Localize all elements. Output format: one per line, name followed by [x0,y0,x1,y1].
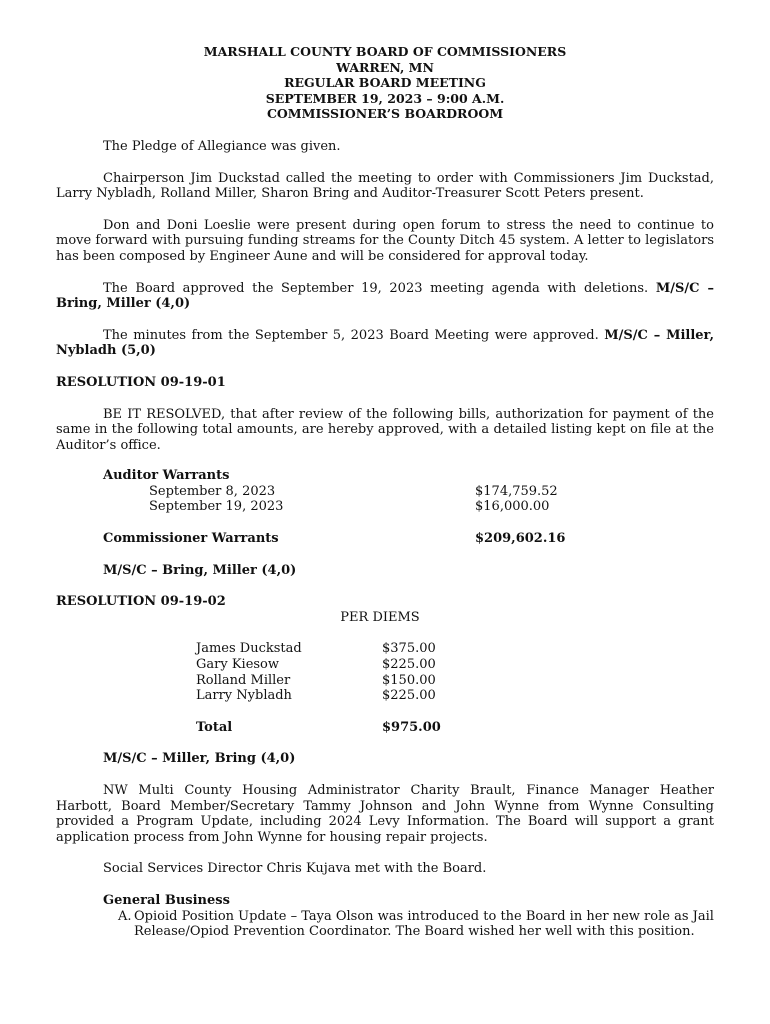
per-diem-name: Gary Kiesow [196,657,280,673]
pledge-paragraph: The Pledge of Allegiance was given. [103,138,341,154]
per-diem-amount: $375.00 [382,641,436,657]
table-row [103,484,714,500]
minutes-paragraph [56,328,714,359]
warrant-date: September 8, 2023 [149,483,276,499]
commissioner-warrants-label: Commissioner Warrants [103,531,279,547]
header-line: REGULAR BOARD MEETING [284,75,486,91]
table-row [196,673,714,689]
per-diem-amount: $225.00 [382,657,436,673]
housing-paragraph: NW Multi County Housing Administrator Charity Brault, Finance Manager Heather Harbott, Board Member/Secretary Tammy Johnson and John Wynne from Wynne Consulting provided a Program Update, including 2024 Levy Information. The Board will support a grant application process from John Wynne for housing repair projects. [56,783,714,845]
commissioner-warrants-amount: $209,602.16 [475,531,566,547]
social-services-paragraph: Social Services Director Chris Kujava met with the Board. [103,861,487,877]
per-diem-total-amount: $975.00 [382,719,441,735]
resolution-1-body: BE IT RESOLVED, that after review of the following bills, authorization for payment of the same in the following total amounts, are hereby approved, with a detailed listing kept on file at the Auditor’s office. [56,406,714,453]
call-to-order-paragraph: Chairperson Jim Duckstad called the meeting to order with Commissioners Jim Duckstad, Larry Nybladh, Rolland Miller, Sharon Bring and Auditor-Treasurer Scott Peters present. [56,170,714,202]
header-line: MARSHALL COUNTY BOARD OF COMMISSIONERS [203,44,567,59]
resolution-2-title: RESOLUTION 09-19-02 [56,594,226,610]
open-forum-paragraph: Don and Doni Loeslie were present during open forum to stress the need to continue to move forward with pursuing funding streams for the County Ditch 45 system. A letter to legislators has been composed by Engineer Aune and will be considered for approval today. [56,217,714,264]
warrant-amount: $16,000.00 [475,499,550,515]
per-diem-amount: $225.00 [382,688,436,704]
list-item-text: Opioid Position Update – Taya Olson was introduced to the Board in her new role as Jail Release/Opiod Prevention Coordinator. The Board wished her well with this position. [134,908,714,940]
per-diems-heading: PER DIEMS [340,609,420,625]
general-business-list [56,909,714,940]
per-diem-name: Larry Nybladh [196,688,292,704]
agenda-text: The Board approved the September 19, 2023 meeting agenda with deletions. [103,280,656,296]
header-line: WARREN, MN [336,59,434,75]
warrants-table [103,468,714,578]
minutes-text: The minutes from the September 5, 2023 Board Meeting were approved. [103,327,605,343]
minutes-motion: M/S/C – Miller, Nybladh (5,0) [56,327,714,359]
resolution-1-motion: M/S/C – Bring, Miller (4,0) [103,562,297,578]
header-line: COMMISSIONER’S BOARDROOM [266,106,504,122]
table-row [196,720,714,736]
table-row [196,641,714,657]
agenda-motion: M/S/C – Bring, Miller (4,0) [56,280,714,312]
minutes-page [56,44,714,940]
list-marker: A. [118,908,132,924]
table-row [103,531,714,547]
resolution-2-motion: M/S/C – Miller, Bring (4,0) [103,751,296,767]
per-diems-table [196,641,714,735]
document-header [56,44,714,122]
warrant-date: September 19, 2023 [149,499,284,515]
warrant-amount: $174,759.52 [475,483,558,499]
table-row [196,657,714,673]
table-row [196,688,714,704]
per-diem-amount: $150.00 [382,672,436,688]
auditor-warrants-label: Auditor Warrants [103,468,230,484]
general-business-heading: General Business [103,892,230,908]
per-diem-name: James Duckstad [196,641,302,657]
agenda-paragraph [56,281,714,312]
per-diem-name: Rolland Miller [196,672,291,688]
resolution-1-title: RESOLUTION 09-19-01 [56,374,226,390]
table-row [103,499,714,515]
list-item [118,909,714,940]
per-diem-total-label: Total [196,719,233,735]
header-line: SEPTEMBER 19, 2023 – 9:00 A.M. [265,90,505,106]
